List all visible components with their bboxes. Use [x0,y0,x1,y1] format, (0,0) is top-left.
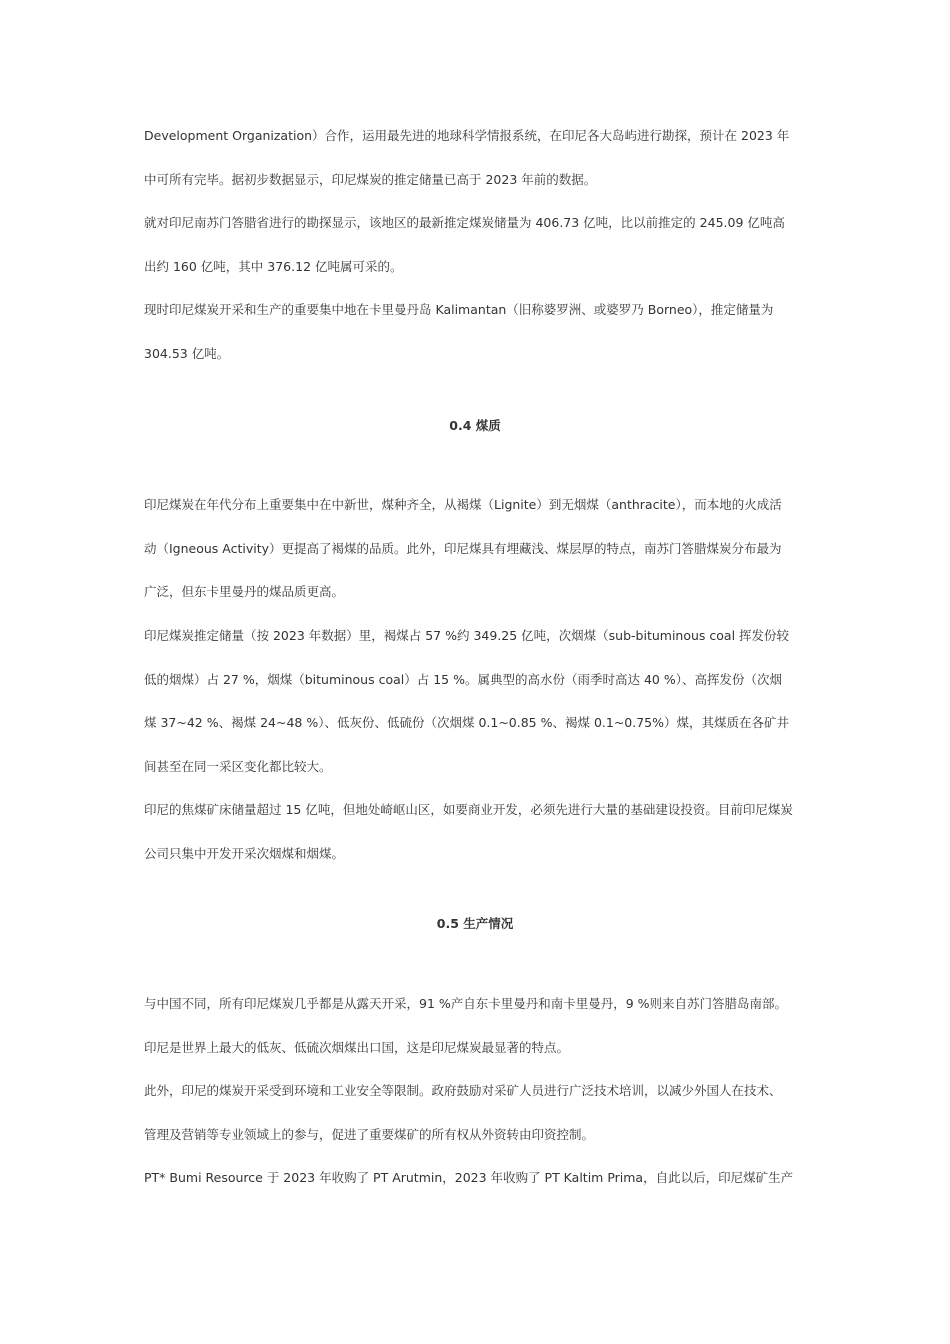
paragraph-line: 印尼是世界上最大的低灰、低硫次烟煤出口国，这是印尼煤炭最显著的特点。 [144,1040,570,1055]
paragraph-line: 间甚至在同一采区变化都比较大。 [144,759,332,774]
paragraph-line: 公司只集中开发开采次烟煤和烟煤。 [144,846,345,861]
paragraph-line: 印尼的焦煤矿床储量超过 15 亿吨，但地处崎岖山区，如要商业开发，必须先进行大量的基础建设投资。目前印尼煤炭 [144,802,793,817]
paragraph-line: 煤 37~42 %、褐煤 24~48 %）、低灰份、低硫份（次烟煤 0.1~0.85 %、褐煤 0.1~0.75%）煤，其煤质在各矿井 [144,715,790,730]
paragraph-line: 低的烟煤）占 27 %，烟煤（bituminous coal）占 15 %。属典型的高水份（雨季时高达 40 %）、高挥发份（次烟 [144,672,782,687]
paragraph-line: 中可所有完毕。据初步数据显示，印尼煤炭的推定储量已高于 2023 年前的数据。 [144,172,597,187]
paragraph-line: 印尼煤炭推定储量（按 2023 年数据）里，褐煤占 57 %约 349.25 亿吨，次烟煤（sub-bituminous coal 挥发份较 [144,628,790,643]
paragraph-line: 广泛，但东卡里曼丹的煤品质更高。 [144,584,345,599]
paragraph-line: PT* Bumi Resource 于 2023 年收购了 PT Arutmin，2023 年收购了 PT Kaltim Prima，自此以后，印尼煤矿生产 [144,1170,794,1185]
paragraph-line: Development Organization）合作，运用最先进的地球科学情报系统，在印尼各大岛屿进行勘探，预计在 2023 年 [144,128,790,143]
paragraph-line: 出约 160 亿吨，其中 376.12 亿吨属可采的。 [144,259,403,274]
paragraph-line: 就对印尼南苏门答腊省进行的勘探显示，该地区的最新推定煤炭储量为 406.73 亿吨，比以前推定的 245.09 亿吨高 [144,215,785,230]
section-heading-production: 0.5 生产情况 [436,916,514,931]
paragraph-line: 动（Igneous Activity）更提高了褐煤的品质。此外，印尼煤具有埋藏浅、煤层厚的特点，南苏门答腊煤炭分布最为 [144,541,782,556]
paragraph-line: 现时印尼煤炭开采和生产的重要集中地在卡里曼丹岛 Kalimantan（旧称婆罗洲、或婆罗乃 Borneo），推定储量为 [144,302,774,317]
paragraph-line: 与中国不同，所有印尼煤炭几乎都是从露天开采，91 %产自东卡里曼丹和南卡里曼丹，9 %则来自苏门答腊岛南部。 [144,996,788,1011]
section-heading-coal-quality: 0.4 煤质 [449,418,501,433]
paragraph-line: 管理及营销等专业领域上的参与，促进了重要煤矿的所有权从外资转由印资控制。 [144,1127,595,1142]
paragraph-line: 此外，印尼的煤炭开采受到环境和工业安全等限制。政府鼓励对采矿人员进行广泛技术培训，以减少外国人在技术、 [144,1083,782,1098]
paragraph-line: 304.53 亿吨。 [144,346,230,361]
paragraph-line: 印尼煤炭在年代分布上重要集中在中新世，煤种齐全，从褐煤（Lignite）到无烟煤（anthracite），而本地的火成活 [144,497,782,512]
